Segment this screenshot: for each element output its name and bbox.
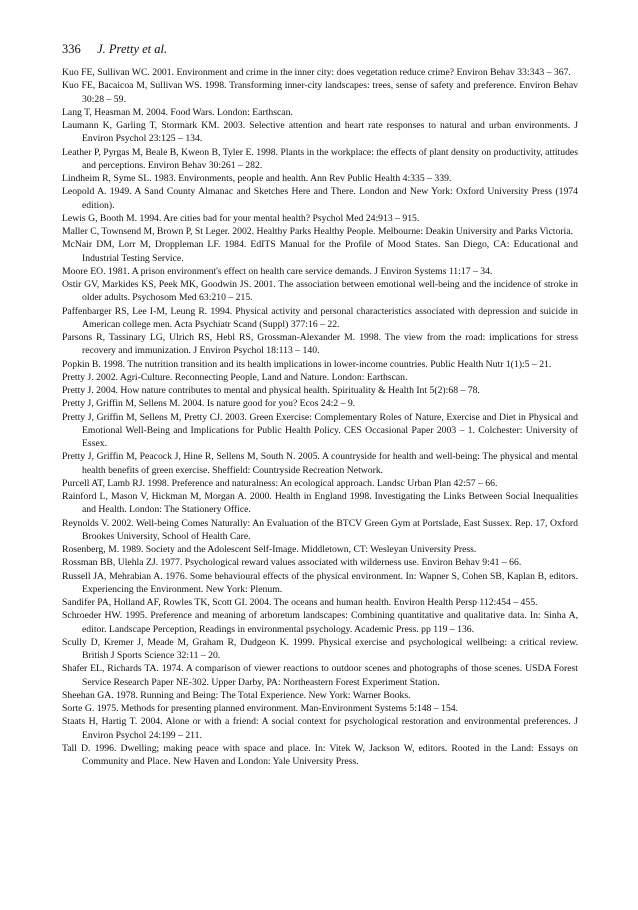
reference-entry: Lewis G, Booth M. 1994. Are cities bad for your mental health? Psychol Med 24:913 – 915. bbox=[62, 212, 420, 224]
reference-entry: Rosenberg, M. 1989. Society and the Adolescent Self-Image. Middletown, CT: Wesleyan University Press. bbox=[62, 544, 477, 555]
reference-entry: Sandifer PA, Holland AF, Rowles TK, Scott GI. 2004. The oceans and human health. Environ Health Persp 112:454 – 455. bbox=[62, 597, 538, 608]
reference-entry: Sheehan GA. 1978. Running and Being: The Total Experience. New York: Warner Books. bbox=[62, 689, 411, 701]
page-number: 336 bbox=[62, 42, 81, 56]
reference-entry: Kuo FE, Sullivan WC. 2001. Environment and crime in the inner city: does vegetation reduce crime? Environ Behav 33:343 – 367. bbox=[62, 67, 571, 78]
reference-entry: Kuo FE, Bacaicoa M, Sullivan WS. 1998. Transforming inner-city landscapes: trees, sense of safety and preference. Environ Behav 30:28 – 59. bbox=[62, 80, 578, 105]
reference-entry: Purcell AT, Lamb RJ. 1998. Preference and naturalness: An ecological approach. Landsc Urban Plan 42:57 – 66. bbox=[62, 477, 498, 489]
reference-entry: Rainford L, Mason V, Hickman M, Morgan A. 2000. Health in England 1998. Investigating the Links Between Social Inequalities and Health. London: The Stationery Office. bbox=[62, 491, 578, 516]
reference-entry: McNair DM, Lorr M, Droppleman LF. 1984. EdITS Manual for the Profile of Mood States. San Diego, CA: Educational and Industrial Testing Service. bbox=[62, 239, 578, 264]
reference-entry: Moore EO. 1981. A prison environment's effect on health care service demands. J Environ Systems 11:17 – 34. bbox=[62, 265, 493, 277]
reference-entry: Reynolds V. 2002. Well-being Comes Naturally: An Evaluation of the BTCV Green Gym at Portslade, East Sussex. Rep. 17, Oxford Brookes University, School of Health Care. bbox=[62, 517, 578, 542]
reference-entry: Laumann K, Garling T, Stormark KM. 2003. Selective attention and heart rate responses to natural and urban environments. J Environ Psychol 23:125 – 134. bbox=[62, 120, 578, 145]
reference-entry: Pretty J. 2002. Agri-Culture. Reconnecting People, Land and Nature. London: Earthscan. bbox=[62, 371, 408, 383]
reference-entry: Pretty J, Griffin M, Sellens M. 2004. Is nature good for you? Ecos 24:2 – 9. bbox=[62, 398, 356, 410]
reference-entry: Pretty J. 2004. How nature contributes to mental and physical health. Spirituality & Health Int 5(2):68 – 78. bbox=[62, 385, 480, 396]
page-header bbox=[62, 42, 167, 57]
reference-entry: Staats H, Hartig T. 2004. Alone or with a friend: A social context for psychological restoration and environmental preferences. J Environ Psychol 24:199 – 211. bbox=[62, 716, 578, 741]
reference-entry: Leather P, Pyrgas M, Beale B, Kweon B, Tyler E. 1998. Plants in the workplace: the effects of plant density on productivity, attitudes and perceptions. Environ Behav 30:261 – 282. bbox=[62, 146, 578, 171]
reference-entry: Ostir GV, Markides KS, Peek MK, Goodwin JS. 2001. The association between emotional well-being and the incidence of stroke in older adults. Psychosom Med 63:210 – 215. bbox=[62, 279, 578, 304]
reference-entry: Shafer EL, Richards TA. 1974. A comparison of viewer reactions to outdoor scenes and photographs of those scenes. USDA Forest Service Research Paper NE-302. Upper Darby, PA: Northeastern Forest Experiment Station. bbox=[62, 663, 578, 688]
reference-entry: Maller C, Townsend M, Brown P, St Leger. 2002. Healthy Parks Healthy People. Melbourne: Deakin University and Parks Victoria. bbox=[62, 226, 573, 237]
reference-entry: Rossman BB, Ulehla ZJ. 1977. Psychological reward values associated with wilderness use. Environ Behav 9:41 – 66. bbox=[62, 557, 522, 569]
reference-entry: Russell JA, Mehrabian A. 1976. Some behavioural effects of the physical environment. In: Wapner S, Cohen SB, Kaplan B, editors. Experiencing the Environment. New York: Plenum. bbox=[62, 570, 578, 595]
running-head: J. Pretty et al. bbox=[97, 42, 168, 56]
reference-entry: Tall D. 1996. Dwelling; making peace with space and place. In: Vitek W, Jackson W, editors. Rooted in the Land: Essays on Community and Place. New Haven and London: Yale University Press. bbox=[62, 742, 578, 767]
reference-entry: Sorte G. 1975. Methods for presenting planned environment. Man-Environment Systems 5:148 – 154. bbox=[62, 703, 459, 714]
reference-entry: Schroeder HW. 1995. Preference and meaning of arboretum landscapes: Combining quantitative and qualitative data. In: Sinha A, editor. Landscape Perception, Readings in environmental psychology. Academic Press. pp 119 – 136. bbox=[62, 610, 578, 635]
reference-entry: Pretty J, Griffin M, Peacock J, Hine R, Sellens M, South N. 2005. A countryside for health and well-being: The physical and mental health benefits of green exercise. Sheffield: Countryside Recreation Network. bbox=[62, 451, 578, 476]
reference-entry: Pretty J, Griffin M, Sellens M, Pretty CJ. 2003. Green Exercise: Complementary Roles of Nature, Exercise and Diet in Physical and Emotional Well-Being and Implications for Public Health Policy. CES Occasional Paper 2003 – 1. Colchester: University of Essex. bbox=[62, 411, 578, 449]
reference-entry: Lindheim R, Syme SL. 1983. Environments, people and health. Ann Rev Public Health 4:335 – 339. bbox=[62, 173, 452, 184]
reference-list bbox=[62, 66, 578, 768]
reference-entry: Scully D, Kremer J, Meade M, Graham R, Dudgeon K. 1999. Physical exercise and psychological wellbeing: a critical review. British J Sports Science 32:11 – 20. bbox=[62, 636, 578, 661]
reference-entry: Leopold A. 1949. A Sand County Almanac and Sketches Here and There. London and New York: Oxford University Press (1974 edition). bbox=[62, 186, 578, 211]
reference-entry: Lang T, Heasman M. 2004. Food Wars. London: Earthscan. bbox=[62, 106, 293, 118]
reference-entry: Paffenbarger RS, Lee I-M, Leung R. 1994. Physical activity and personal characteristics associated with depression and suicide in American college men. Acta Psychiatr Scand (Suppl) 377:16 – 22. bbox=[62, 305, 578, 330]
reference-entry: Popkin B. 1998. The nutrition transition and its health implications in lower-income countries. Public Health Nutr 1(1):5 – 21. bbox=[62, 358, 552, 370]
reference-entry: Parsons R, Tassinary LG, Ulrich RS, Hebl RS, Grossman-Alexander M. 1998. The view from the road: implications for stress recovery and immunization. J Environ Psychol 18:113 – 140. bbox=[62, 332, 578, 357]
